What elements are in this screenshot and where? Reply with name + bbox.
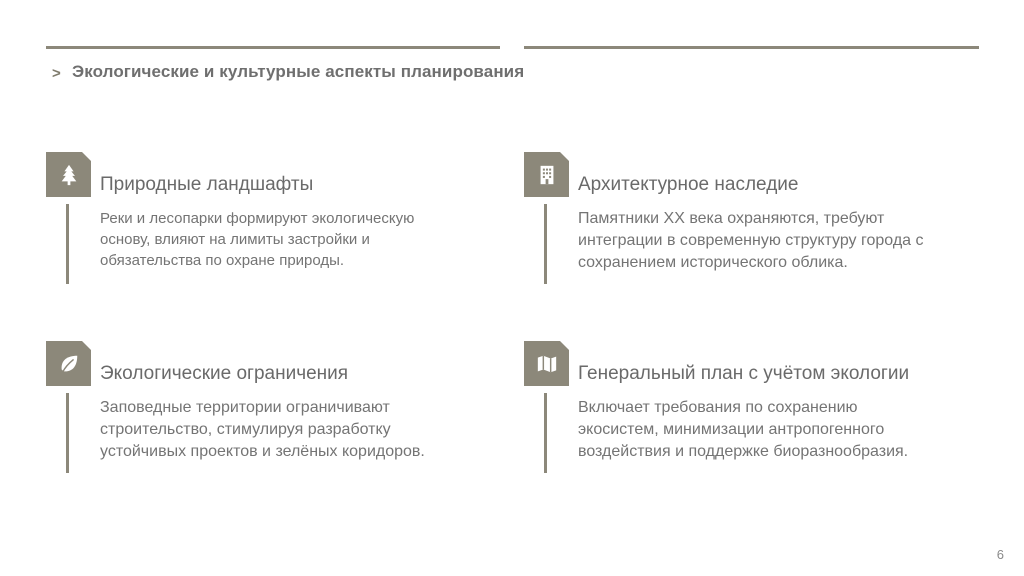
card-description: Памятники XX века охраняются, требуют интеграции в современную структуру города с сохранением исторического облика. [578, 210, 924, 271]
card-title: Экологические ограничения [100, 363, 349, 384]
card-description: Реки и лесопарки формируют экологическую основу, влияют на лимиты застройки и обязательства по охране природы. [100, 210, 415, 269]
page-number: 6 [996, 547, 1004, 562]
card-accent-bar [66, 393, 69, 473]
card-description: Включает требования по сохранению экосистем, минимизации антропогенного воздействия и поддержке биоразнообразия. [578, 399, 909, 460]
slide-title: Экологические и культурные аспекты планирования [72, 62, 525, 81]
card-description: Заповедные территории ограничивают строительство, стимулируя разработку устойчивых проектов и зелёных коридоров. [100, 399, 425, 460]
card-title: Природные ландшафты [100, 174, 314, 195]
card-accent-bar [66, 204, 69, 284]
card-accent-bar [544, 393, 547, 473]
top-divider-right [524, 46, 979, 49]
card-title: Архитектурное наследие [578, 174, 799, 195]
building-icon [524, 152, 569, 197]
map-icon [524, 341, 569, 386]
card-accent-bar [544, 204, 547, 284]
tree-icon [46, 152, 91, 197]
slide-header [52, 62, 524, 82]
leaf-icon [46, 341, 91, 386]
chevron-right-icon: > [52, 65, 61, 82]
card-title: Генеральный план с учётом экологии [578, 363, 910, 384]
top-divider-left [46, 46, 500, 49]
